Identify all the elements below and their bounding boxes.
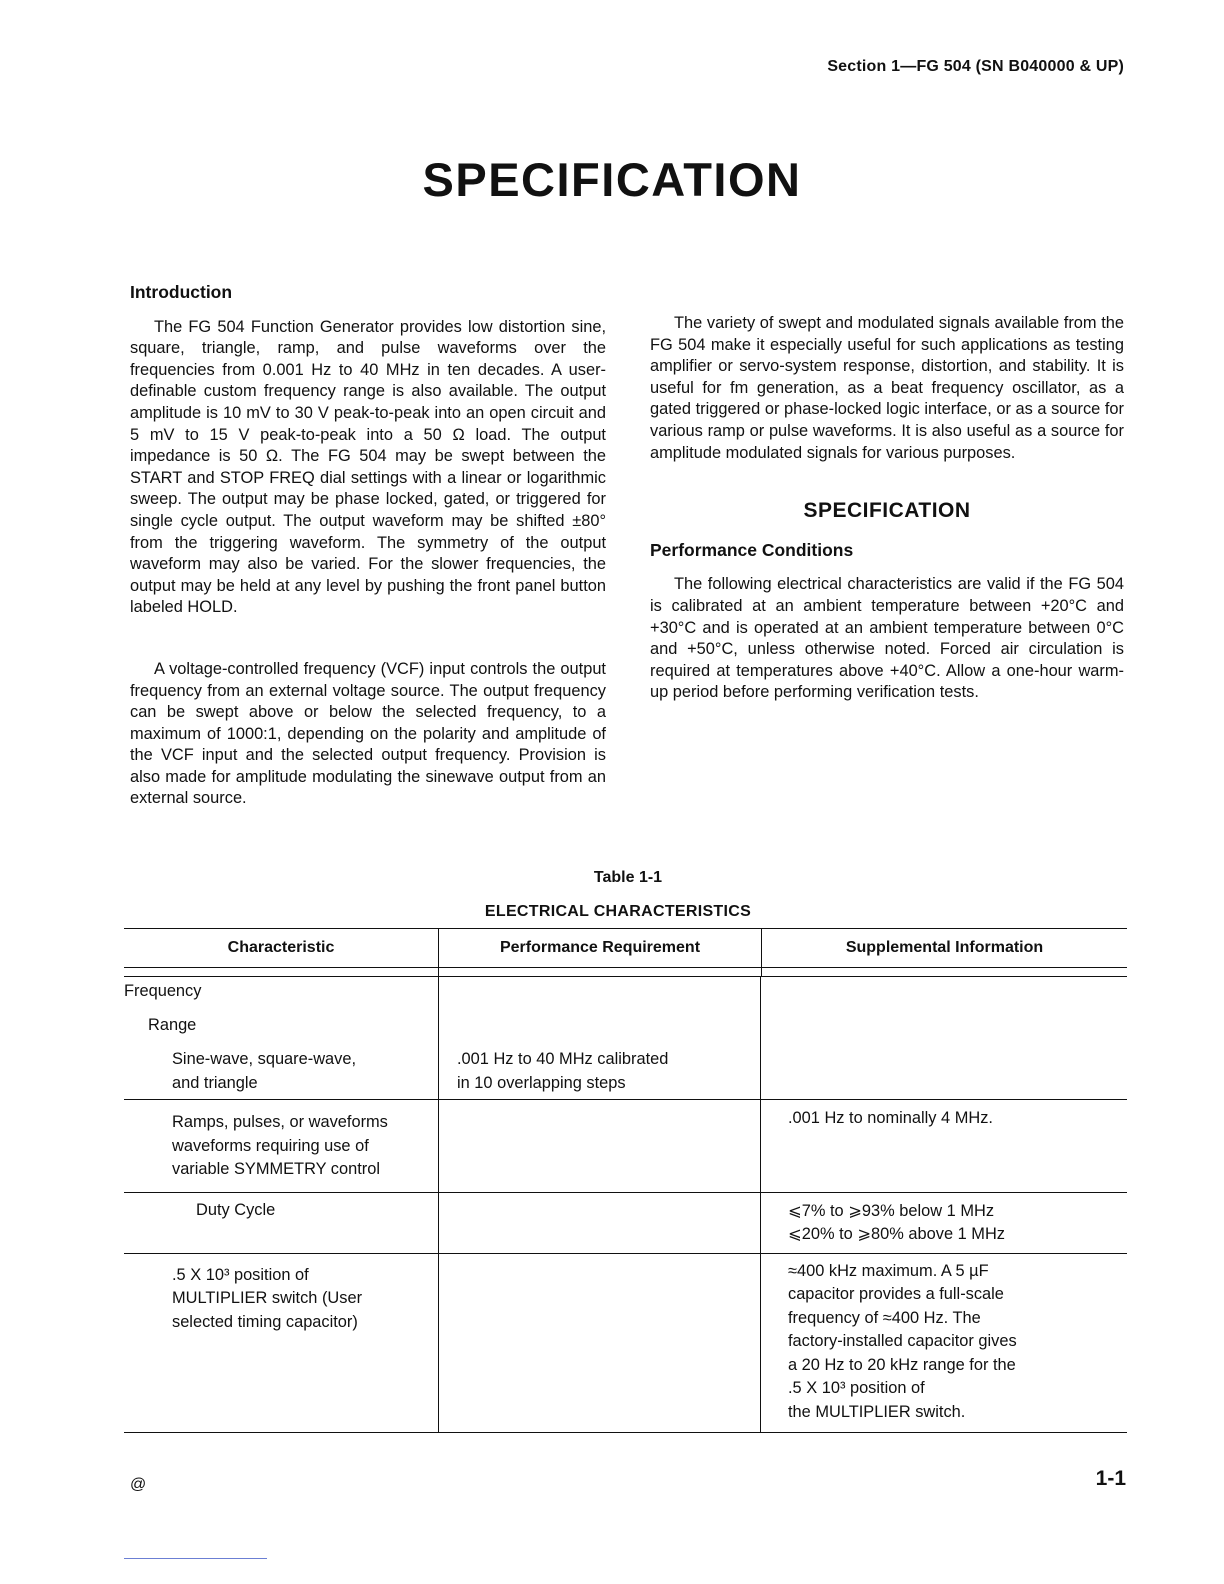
left-column xyxy=(130,282,606,810)
characteristic-multiplier-line-3: selected timing capacitor) xyxy=(172,1312,358,1331)
characteristic-sine-square-triangle-line-1: Sine-wave, square-wave, xyxy=(172,1050,357,1068)
requirement-frequency-range-line-1: .001 Hz to 40 MHz calibrated xyxy=(457,1050,669,1068)
table-row xyxy=(124,1100,1127,1193)
table-row xyxy=(124,1254,1127,1434)
supplemental-multiplier-line-6: .5 X 10³ position of xyxy=(788,1379,925,1397)
introduction-paragraph-3: The variety of swept and modulated signals available from the FG 504 make it especially useful for such applications as testing amplifier or servo-system response, distortion, and stability. It is useful for fm generation, as a beat frequency oscillator, as a gated triggered or phase-locked logic interface, or as a source for various ramp or pulse waveforms. It is also useful as a source for amplitude modulated signals for various purposes. xyxy=(650,314,1124,462)
supplemental-duty-cycle-line-1: ⩽7% to ⩾93% below 1 MHz xyxy=(788,1201,995,1220)
supplemental-duty-cycle-line-2: ⩽20% to ⩾80% above 1 MHz xyxy=(788,1225,1005,1243)
page-number: 1-1 xyxy=(1095,1467,1126,1490)
characteristic-range: Range xyxy=(148,1016,197,1034)
column-header-characteristic: Characteristic xyxy=(227,939,335,956)
supplemental-multiplier-line-3: frequency of ≈400 Hz. The xyxy=(788,1308,981,1327)
characteristic-frequency: Frequency xyxy=(124,982,202,1000)
characteristic-ramps-line-2: waveforms requiring use of xyxy=(172,1136,369,1155)
introduction-paragraph-1: The FG 504 Function Generator provides low distortion sine, square, triangle, ramp, and pulse waveforms over the frequencies from 0.001 Hz to 40 MHz in ten decades. A user-definable custom frequency range is also available. The output amplitude is 10 mV to 30 V peak-to-peak into an open circuit and 5 mV to 15 V peak-to-peak into a 50 Ω load. The output impedance is 50 Ω. The FG 504 may be swept between the START and STOP FREQ dial settings with a linear or logarithmic sweep. The output may be phase locked, gated, or triggered for single cycle output. The output waveform may be shifted ±80° from the triggering waveform. The symmetry of the output waveform may also be varied. For the slower frequencies, the output may be held at any level by pushing the front panel button labeled HOLD. xyxy=(130,317,606,617)
column-header-supplemental-information: Supplemental Information xyxy=(761,929,1127,967)
table-row xyxy=(124,977,1127,1100)
section-header: Section 1—FG 504 (SN B040000 & UP) xyxy=(827,58,1124,75)
bottom-divider xyxy=(124,1558,267,1559)
paragraph-spacer xyxy=(130,619,606,659)
characteristic-sine-square-triangle-line-2: and triangle xyxy=(172,1073,258,1092)
characteristic-multiplier-line-2: MULTIPLIER switch (User xyxy=(172,1289,363,1307)
table-caption: ELECTRICAL CHARACTERISTICS xyxy=(484,903,752,920)
supplemental-multiplier-line-4: factory-installed capacitor gives xyxy=(788,1332,1017,1350)
page-title: SPECIFICATION xyxy=(422,153,802,206)
table-header-row xyxy=(124,929,1127,968)
electrical-characteristics-table xyxy=(124,928,1127,1433)
column-header-performance-requirement: Performance Requirement xyxy=(438,929,761,967)
characteristic-ramps-line-1: Ramps, pulses, or waveforms xyxy=(172,1113,388,1131)
introduction-paragraph-2: A voltage-controlled frequency (VCF) input controls the output frequency from an external voltage source. The output frequency can be swept above or below the selected frequency, to a maximum of 1000:1, depending on the polarity and amplitude of the VCF input and the selected output frequency. Provision is also made for amplitude modulating the sinewave output from an external source. xyxy=(130,659,606,808)
supplemental-multiplier-line-1: ≈400 kHz maximum. A 5 µF xyxy=(788,1261,989,1280)
supplemental-multiplier-line-2: capacitor provides a full-scale xyxy=(788,1285,1004,1303)
characteristic-duty-cycle: Duty Cycle xyxy=(196,1200,276,1219)
supplemental-multiplier-line-5: a 20 Hz to 20 kHz range for the xyxy=(788,1355,1016,1374)
characteristic-ramps-line-3: variable SYMMETRY control xyxy=(172,1160,380,1178)
table-number: Table 1-1 xyxy=(593,869,663,886)
performance-conditions-paragraph: The following electrical characteristics are valid if the FG 504 is calibrated at an ambient temperature between +20°C and +30°C and is operated at an ambient temperature between 0°C and +50°C, unless otherwise noted. Forced air circulation is required at temperatures above +40°C. Allow a one-hour warm-up period before performing verification tests. xyxy=(650,575,1124,702)
table-row xyxy=(124,1193,1127,1254)
supplemental-multiplier-line-7: the MULTIPLIER switch. xyxy=(788,1402,966,1421)
introduction-heading: Introduction xyxy=(130,282,233,302)
requirement-frequency-range-line-2: in 10 overlapping steps xyxy=(457,1073,626,1092)
characteristic-multiplier-line-1: .5 X 10³ position of xyxy=(172,1265,309,1284)
supplemental-ramps: .001 Hz to nominally 4 MHz. xyxy=(788,1109,993,1127)
footer-mark: @ xyxy=(130,1476,147,1493)
right-column xyxy=(650,313,1124,704)
header-double-rule xyxy=(124,968,1127,977)
specification-heading: SPECIFICATION xyxy=(803,499,971,523)
performance-conditions-heading: Performance Conditions xyxy=(650,539,854,560)
